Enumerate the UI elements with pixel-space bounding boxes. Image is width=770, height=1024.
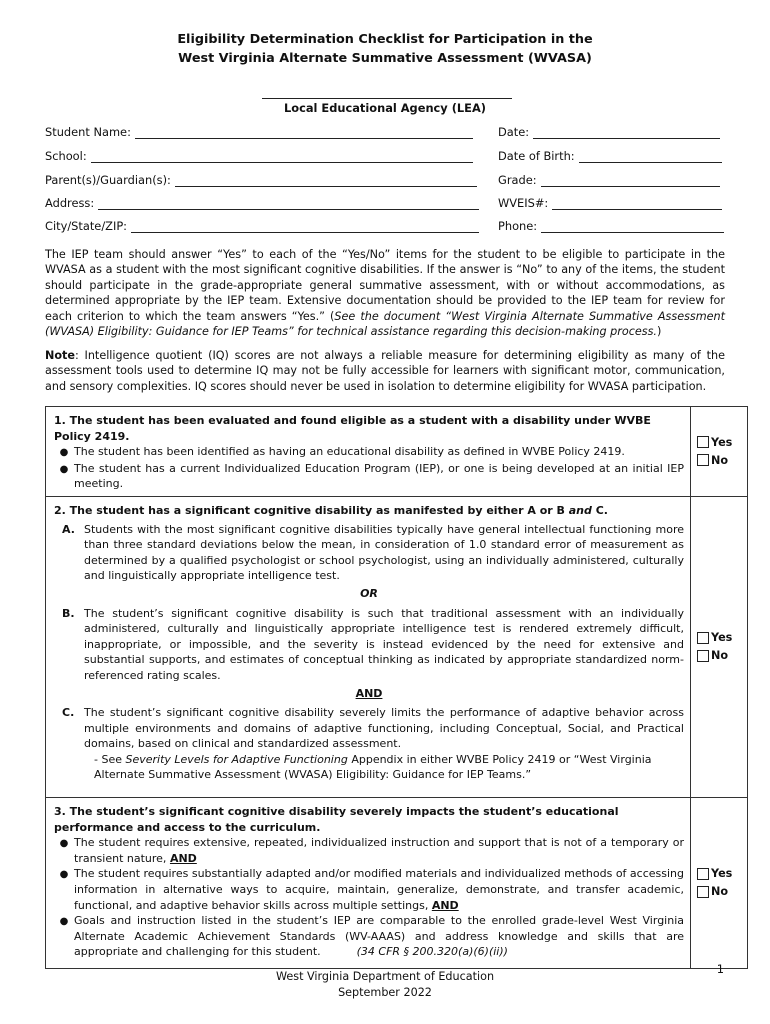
- bullet-icon: ●: [59, 869, 69, 881]
- city-label: City/State/ZIP:: [45, 219, 128, 233]
- note-text: : Intelligence quotient (IQ) scores are not always a reliable measure for determining eligibility as many of the assessment tools used to determine IQ may not be fully accessible for learners with significant motor, communication, and sensory complexities. IQ scores should never be used in isolation to determine eligibility for WVASA participation.: [45, 349, 725, 393]
- checkbox-icon[interactable]: [697, 886, 709, 898]
- address-field[interactable]: [45, 194, 479, 210]
- criterion-3-heading: 3. The student’s significant cognitive disability severely impacts the student’s educational performance and access to the curriculum.: [54, 804, 619, 834]
- criterion-3-content: [46, 797, 691, 968]
- title-line-2: West Virginia Alternate Summative Assessment (WVASA): [178, 51, 592, 66]
- phone-field[interactable]: [498, 217, 724, 233]
- dob-field[interactable]: [498, 147, 722, 163]
- footer-date: September 2022: [338, 986, 432, 999]
- intro-text: The IEP team should answer “Yes” to each of the “Yes/No” items for the student to be eligible to participate in the WVASA as a student with the most significant cognitive disabilities. If the answer is “No” to any of the items, the student should participate in the grade-appropriate general summative assessment, with or without accommodations, as determined appropriate by the IEP team. Extensive documentation should be provided to the IEP team for review for each criterion to which the team answers “Yes.” (: [45, 248, 725, 323]
- criterion-1-row: [46, 407, 748, 497]
- criterion-3-no-checkbox[interactable]: No: [697, 883, 747, 901]
- phone-line[interactable]: [541, 220, 724, 233]
- parents-label: Parent(s)/Guardian(s):: [45, 173, 171, 187]
- criterion-1-bullet-2: ● The student has a current Individualized Education Program (IEP), or one is being developed at an initial IEP meeting.: [54, 461, 684, 492]
- title-line-1: Eligibility Determination Checklist for Participation in the: [177, 32, 593, 47]
- student-name-field[interactable]: [45, 123, 473, 139]
- criterion-1-content: [46, 407, 691, 497]
- criterion-1-yes-checkbox[interactable]: Yes: [697, 433, 747, 451]
- criterion-2-row: [46, 496, 748, 797]
- intro-paragraph: [45, 247, 725, 339]
- footer: [0, 969, 770, 1001]
- checkbox-icon[interactable]: [697, 436, 709, 448]
- date-label: Date:: [498, 125, 530, 139]
- document-title: [0, 30, 770, 68]
- criterion-1-heading: 1. The student has been evaluated and found eligible as a student with a disability under WVBE Policy 2419.: [54, 414, 651, 443]
- intro-italic-reference: See the document “West Virginia Alternate Summative Assessment (WVASA) Eligibility: Guidance for IEP Teams” for technical assistance regarding this decision-making process.: [45, 309, 725, 339]
- checkbox-icon[interactable]: [697, 632, 709, 644]
- wveis-field[interactable]: [498, 194, 722, 210]
- student-name-line[interactable]: [135, 126, 473, 139]
- bullet-icon: ●: [59, 916, 69, 928]
- grade-line[interactable]: [541, 174, 720, 187]
- bullet-icon: ●: [59, 447, 69, 459]
- date-field[interactable]: [498, 123, 720, 139]
- criterion-2-and: AND: [355, 686, 383, 700]
- phone-label: Phone:: [498, 219, 538, 233]
- parents-line[interactable]: [175, 174, 477, 187]
- parents-field[interactable]: [45, 171, 477, 187]
- grade-field[interactable]: [498, 171, 720, 187]
- city-line[interactable]: [131, 220, 479, 233]
- date-line[interactable]: [533, 126, 720, 139]
- bullet-icon: ●: [59, 463, 69, 475]
- criterion-2-item-b: B. The student’s significant cognitive disability is such that traditional assessment with an individually administered, culturally and linguistically appropriate intelligence test is rendered extremely difficult, inappropriate, or impossible, and the severity is instead evidenced by the need for extensive and substantial supports, and estimates of conceptual thinking as indicated by appropriate standardized norm-referenced rating scales.: [62, 606, 684, 682]
- criterion-3-answer: [691, 797, 748, 968]
- intro-tail: ): [656, 325, 662, 339]
- criterion-2-heading: 2. The student has a significant cognitive disability as manifested by either A or B and C.: [54, 503, 608, 517]
- school-field[interactable]: [45, 147, 473, 163]
- criterion-3-bullet-3: ● Goals and instruction listed in the student’s IEP are comparable to the enrolled grade-level West Virginia Alternate Academic Achievement Standards (WV-AAAS) and address knowledge and skills that are appropriate and challenging for this student. (34 CFR § 200.320(a)(6)(ii)): [54, 913, 684, 960]
- city-field[interactable]: [45, 217, 479, 233]
- checkbox-icon[interactable]: [697, 650, 709, 662]
- cfr-citation: (34 CFR § 200.320(a)(6)(ii)): [356, 945, 508, 959]
- criterion-3-yes-checkbox[interactable]: Yes: [697, 865, 747, 883]
- criterion-2-no-checkbox[interactable]: No: [697, 647, 747, 665]
- lea-signature-line[interactable]: [262, 98, 512, 99]
- criterion-2-answer: [691, 496, 748, 797]
- checkbox-icon[interactable]: [697, 454, 709, 466]
- criterion-1-answer: [691, 407, 748, 497]
- criterion-3-bullet-1: ● The student requires extensive, repeated, individualized instruction and support that is not of a temporary or transient nature, AND: [54, 835, 684, 866]
- note-paragraph: [45, 348, 725, 394]
- school-line[interactable]: [91, 150, 473, 163]
- school-label: School:: [45, 149, 87, 163]
- dob-label: Date of Birth:: [498, 149, 575, 163]
- criteria-table: [45, 406, 748, 969]
- grade-label: Grade:: [498, 173, 537, 187]
- criterion-2-item-a: A. Students with the most significant cognitive disabilities typically have general intellectual functioning more than three standard deviations below the mean, in consideration of 1.0 standard error of measurement as determined by a qualified psychologist or school psychologist, using an individually administered, culturally and linguistically appropriate intelligence test.: [62, 522, 684, 583]
- footer-org: West Virginia Department of Education: [275, 970, 495, 983]
- note-label: Note: [45, 349, 75, 362]
- criterion-2-see-note: - See Severity Levels for Adaptive Functioning Appendix in either WVBE Policy 2419 or “West Virginia Alternate Summative Assessment (WVASA) Eligibility: Guidance for IEP Teams.”: [94, 752, 652, 782]
- criterion-2-item-c: C. The student’s significant cognitive disability severely limits the performance of adaptive behavior across multiple environments and domains of adaptive functioning, including Conceptual, Social, and Practical domains, based on clinical and standardized assessment.: [62, 706, 684, 751]
- criterion-1-bullet-1: ● The student has been identified as having an educational disability as defined in WVBE Policy 2419.: [54, 444, 684, 461]
- wveis-line[interactable]: [552, 197, 722, 210]
- lea-label: Local Educational Agency (LEA): [284, 101, 486, 115]
- student-name-label: Student Name:: [45, 125, 131, 139]
- page-number: 1: [716, 962, 724, 976]
- criterion-2-content: [46, 496, 691, 797]
- address-label: Address:: [45, 196, 95, 210]
- dob-line[interactable]: [579, 150, 722, 163]
- criterion-2-yes-checkbox[interactable]: Yes: [697, 629, 747, 647]
- address-line[interactable]: [98, 197, 479, 210]
- wveis-label: WVEIS#:: [498, 196, 549, 210]
- criterion-1-no-checkbox[interactable]: No: [697, 451, 747, 469]
- checkbox-icon[interactable]: [697, 868, 709, 880]
- bullet-icon: ●: [59, 838, 69, 850]
- criterion-2-or: OR: [360, 586, 378, 600]
- criterion-3-row: [46, 797, 748, 968]
- criterion-3-bullet-2: ● The student requires substantially adapted and/or modified materials and individualized methods of accessing information in alternative ways to acquire, maintain, generalize, demonstrate, and transfer academic, functional, and adaptive behavior skills across multiple settings, AND: [54, 866, 684, 913]
